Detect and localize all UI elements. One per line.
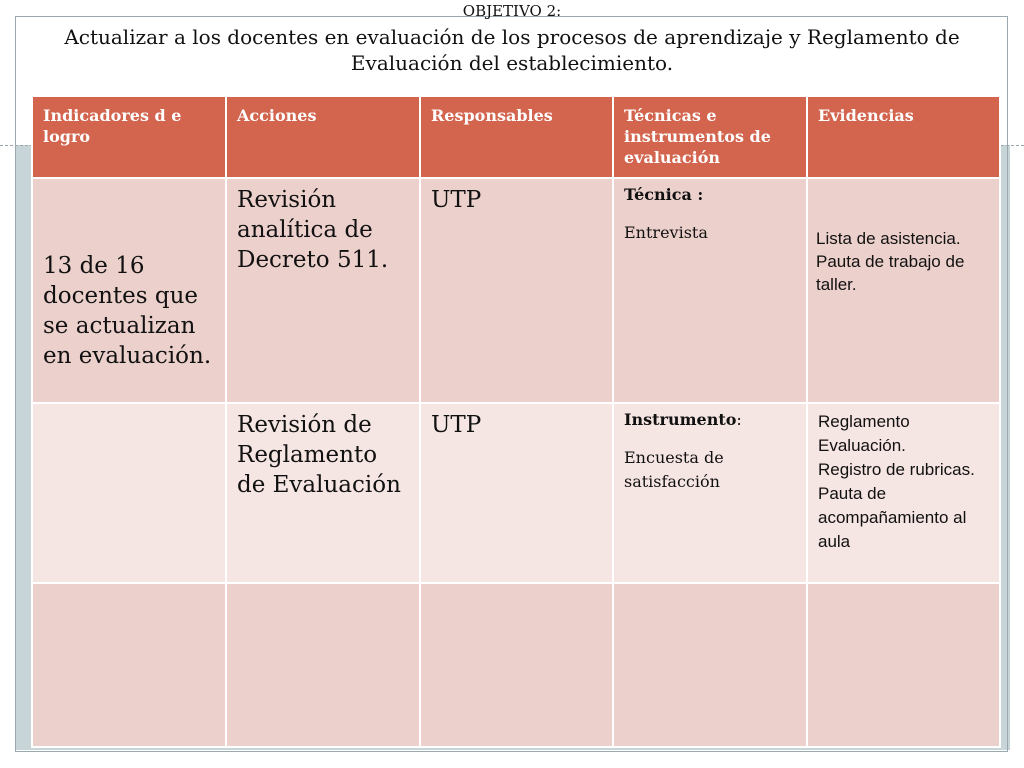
empty-cell bbox=[420, 583, 613, 747]
table-row bbox=[32, 403, 1000, 583]
responsible-cell bbox=[420, 178, 613, 403]
empty-cell bbox=[613, 583, 807, 747]
table-row bbox=[32, 583, 1000, 747]
indicator-cell bbox=[32, 178, 226, 403]
action-text: Revisión analítica de Decreto 511. bbox=[237, 187, 389, 273]
evidence-item: Pauta de trabajo de taller. bbox=[816, 252, 965, 294]
technique-value: Entrevista bbox=[624, 223, 708, 242]
empty-cell bbox=[226, 583, 420, 747]
table-row bbox=[32, 178, 1000, 403]
objective-title: Actualizar a los docentes en evaluación de los procesos de aprendizaje y Reglamento de Evaluación del establecimiento. bbox=[64, 25, 960, 75]
action-cell bbox=[226, 178, 420, 403]
column-header-responsible: Responsables bbox=[420, 96, 613, 178]
technique-label: Técnica : bbox=[624, 185, 704, 204]
evidence-cell bbox=[807, 178, 1000, 403]
evidence-item: Pauta de acompañamiento al aula bbox=[818, 484, 967, 551]
indicator-text: 13 de 16 docentes que se actualizan en evaluación. bbox=[43, 253, 212, 369]
responsible-text: UTP bbox=[431, 187, 482, 213]
empty-cell bbox=[807, 583, 1000, 747]
technique-cell bbox=[613, 178, 807, 403]
responsible-cell bbox=[420, 403, 613, 583]
objectives-table bbox=[31, 95, 1001, 748]
technique-cell bbox=[613, 403, 807, 583]
technique-label: Instrumento bbox=[624, 410, 737, 429]
objective-label: OBJETIVO 2: bbox=[462, 2, 562, 20]
evidence-item: Registro de rubricas. bbox=[818, 460, 975, 479]
evidence-cell bbox=[807, 403, 1000, 583]
evidence-item: Lista de asistencia. bbox=[816, 229, 961, 248]
column-header-evidence: Evidencias bbox=[807, 96, 1000, 178]
technique-value: Encuesta de satisfacción bbox=[624, 448, 724, 491]
empty-cell bbox=[32, 583, 226, 747]
technique-label-suffix: : bbox=[736, 410, 742, 429]
indicator-cell bbox=[32, 403, 226, 583]
column-header-techniques: Técnicas e instrumentos de evaluación bbox=[613, 96, 807, 178]
action-text: Revisión de Reglamento de Evaluación bbox=[237, 412, 401, 498]
table-header-row bbox=[32, 96, 1000, 178]
responsible-text: UTP bbox=[431, 412, 482, 438]
action-cell bbox=[226, 403, 420, 583]
evidence-item: Reglamento Evaluación. bbox=[818, 412, 910, 455]
column-header-indicators: Indicadores d e logro bbox=[32, 96, 226, 178]
column-header-actions: Acciones bbox=[226, 96, 420, 178]
